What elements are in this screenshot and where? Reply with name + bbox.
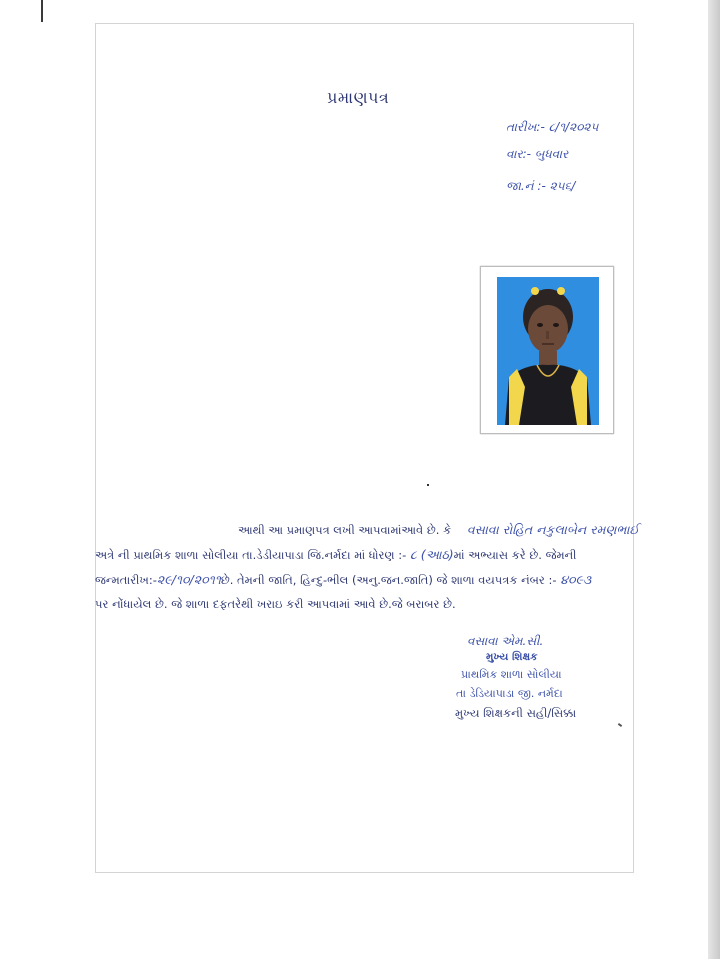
paragraph-line-3-text: છે. તેમની જાતિ, હિન્દુ-ભીલ (અનુ.જન.જાતિ) જે શાળા વયપત્રક નંબર :- — [220, 573, 557, 587]
student-photo-icon — [497, 277, 599, 425]
register-number: ૪૦૯૩ — [560, 572, 592, 587]
dob-label: જન્મતારીખ:- — [95, 573, 157, 587]
scan-speck — [427, 484, 429, 486]
stamp-title: મુખ્ય શિક્ષક — [486, 651, 538, 663]
date-line: તારીખ:- ૮/૧/૨૦૨૫ — [506, 120, 599, 134]
paragraph-line-2 — [95, 547, 576, 563]
day-line: વાર:- બુધવાર — [506, 147, 569, 161]
stamp-school: પ્રાથમિક શાળા સોલીયા — [461, 668, 562, 681]
paragraph-line-2-text: અત્રે ની પ્રાથમિક શાળા સોલીયા તા.ડેડીયાપાડા જિ.નર્મદા માં ધોરણ :- — [95, 548, 407, 562]
scan-edge-mark — [41, 0, 43, 22]
student-name: વસાવા રોહિત નકુલાબેન રમણભાઈ — [466, 522, 640, 537]
paragraph-line-4: પર નોંધાયેલ છે. જે શાળા દફતરેથી ખરાઇ કરી આપવામાં આવે છે.જે બરાબર છે. — [95, 597, 456, 611]
paragraph-line-3 — [95, 572, 591, 588]
dob-value: ૨૯/૧૦/૨૦૧૧ — [156, 572, 221, 587]
standard-value: ૮ (આઠ) — [409, 547, 454, 562]
paragraph-line-1-text: આથી આ પ્રમાણપત્ર લખી આપવામાંઆવે છે. કે — [238, 523, 452, 537]
handwritten-signature: વસાવા એમ.સી. — [467, 634, 544, 648]
scan-right-edge — [708, 0, 720, 959]
outward-number: જા.નં :- ૨૫૬/ — [506, 179, 576, 193]
signature-caption: મુખ્ય શિક્ષકની સહી/સિક્કા — [455, 706, 577, 720]
stamp-place: તા ડેડિયાપાડા જી. નર્મદા — [456, 687, 563, 700]
paragraph-line-1 — [238, 522, 639, 538]
student-photo — [480, 266, 614, 434]
certificate-title: પ્રમાણપત્ર — [327, 88, 390, 107]
paragraph-line-2-suffix: માં અભ્યાસ કરે છે. જેમની — [453, 548, 577, 562]
